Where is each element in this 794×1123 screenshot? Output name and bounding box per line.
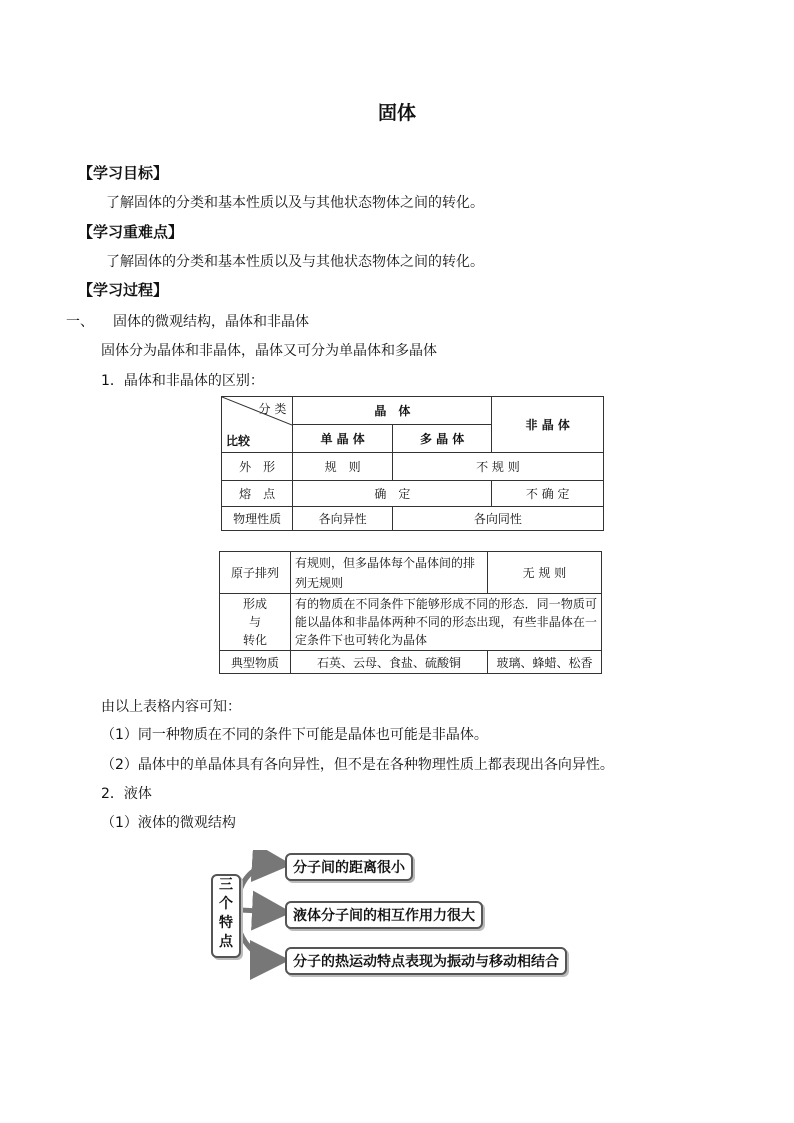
row-label: 熔 点 (222, 481, 293, 507)
part2-sub: （1）液体的微观结构 (101, 815, 236, 831)
key-points-heading: 【学习重难点】 (78, 223, 184, 241)
part1-title: 固体的微观结构，晶体和非晶体 (113, 314, 309, 330)
cell: 确 定 (293, 481, 492, 507)
cell: 石英、云母、食盐、硫酸铜 (291, 651, 488, 674)
part1-number: 一、 (66, 314, 94, 330)
table-row (222, 481, 604, 507)
conclusion-p2: （2）晶体中的单晶体具有各向异性，但不是在各种物理性质上都表现出各向异性。 (101, 757, 614, 773)
label-line: 与 (248, 615, 261, 629)
conclusion-p1: （1）同一种物质在不同的条件下可能是晶体也可能是非晶体。 (101, 727, 488, 743)
row-label: 典型物质 (220, 651, 291, 674)
table-row (220, 651, 602, 674)
table-row (220, 552, 602, 594)
cell: 不 确 定 (492, 481, 604, 507)
part1-intro: 固体分为晶体和非晶体，晶体又可分为单晶体和多晶体 (101, 343, 437, 359)
goals-heading: 【学习目标】 (78, 164, 169, 182)
crystal-properties-table (219, 551, 602, 674)
diagram-center-box (211, 874, 241, 958)
part2-item: 2．液体 (101, 786, 152, 802)
amorphous-header: 非 晶 体 (492, 397, 604, 453)
cell: 规 则 (293, 453, 393, 481)
goals-text: 了解固体的分类和基本性质以及与其他状态物体之间的转化。 (106, 195, 484, 211)
table-row (222, 507, 604, 531)
corner-top-label: 分 类 (258, 402, 287, 416)
center-char: 点 (219, 934, 233, 950)
diagram-node-motion: 分子的热运动特点表现为振动与移动相结合 (285, 947, 567, 975)
cell: 无 规 则 (488, 552, 602, 594)
cell: 各向异性 (293, 507, 393, 531)
cell: 不 规 则 (392, 453, 603, 481)
label-line: 转化 (242, 633, 267, 647)
row-label: 外 形 (222, 453, 293, 481)
row-label: 物理性质 (222, 507, 293, 531)
cell: 有规则，但多晶体每个晶体间的排列无规则 (291, 552, 488, 594)
conclusion-lead: 由以上表格内容可知： (101, 699, 241, 715)
diagram-node-distance: 分子间的距离很小 (285, 853, 413, 881)
label-line: 形成 (242, 597, 267, 611)
crystal-header: 晶 体 (293, 397, 492, 425)
part1-item1: 1．晶体和非晶体的区别： (101, 373, 264, 389)
table-row (222, 453, 604, 481)
table-corner-cell (222, 397, 293, 453)
table-row (220, 594, 602, 651)
center-char: 三 (219, 877, 233, 893)
row-label: 原子排列 (220, 552, 291, 594)
center-char: 特 (219, 915, 233, 931)
cell: 玻璃、蜂蜡、松香 (488, 651, 602, 674)
corner-bottom-label: 比较 (226, 434, 251, 448)
poly-crystal-header: 多 晶 体 (392, 425, 492, 453)
crystal-comparison-table (221, 396, 604, 531)
page-title: 固体 (377, 102, 416, 124)
process-heading: 【学习过程】 (78, 281, 169, 299)
cell: 各向同性 (392, 507, 603, 531)
diagram-node-force: 液体分子间的相互作用力很大 (285, 901, 483, 929)
single-crystal-header: 单 晶 体 (293, 425, 393, 453)
row-label (220, 594, 291, 651)
center-char: 个 (219, 896, 233, 912)
cell: 有的物质在不同条件下能够形成不同的形态．同一物质可能以晶体和非晶体两种不同的形态出现，有些非晶体在一定条件下也可转化为晶体 (291, 594, 602, 651)
key-points-text: 了解固体的分类和基本性质以及与其他状态物体之间的转化。 (106, 254, 484, 270)
